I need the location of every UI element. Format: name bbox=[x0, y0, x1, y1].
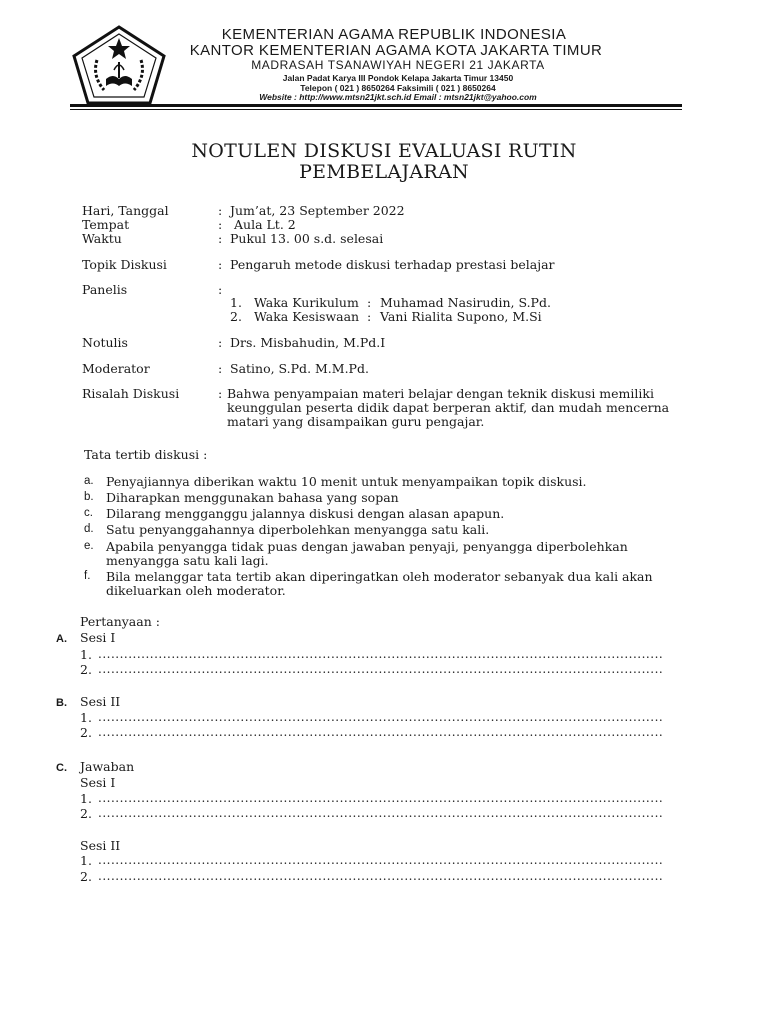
colon: : bbox=[218, 231, 223, 246]
kop-address: Jalan Padat Karya III Pondok Kelapa Jakarta Timur 13450 bbox=[282, 73, 514, 83]
rule-item-d: Satu penyanggahannya diperbolehkan menyangga satu kali. bbox=[106, 522, 490, 537]
document-title-line2: PEMBELAJARAN bbox=[299, 161, 469, 183]
value-notulis: Drs. Misbahudin, M.Pd.I bbox=[230, 335, 386, 350]
rule-marker: d. bbox=[84, 523, 94, 535]
tata-tertib-heading: Tata tertib diskusi : bbox=[84, 447, 208, 462]
label-panelis: Panelis bbox=[82, 282, 128, 297]
rule-item-a: Penyajiannya diberikan waktu 10 menit untuk menyampaikan topik diskusi. bbox=[106, 474, 587, 489]
kop-office: KANTOR KEMENTERIAN AGAMA KOTA JAKARTA TIMUR bbox=[189, 42, 603, 59]
section-marker-c: C. bbox=[56, 762, 67, 774]
kop-ministry: KEMENTERIAN AGAMA REPUBLIK INDONESIA bbox=[221, 26, 567, 43]
letterhead-rule-thin bbox=[70, 109, 682, 110]
line-number: 1. bbox=[80, 710, 92, 725]
answer-line: ................................................................................................................................... bbox=[98, 710, 664, 724]
colon: : bbox=[218, 257, 223, 272]
panelis-2-role: Waka Kesiswaan bbox=[254, 309, 360, 324]
line-number: 1. bbox=[80, 647, 92, 662]
rule-item-f-line1: Bila melanggar tata tertib akan diperingatkan oleh moderator sebanyak dua kali akan bbox=[106, 569, 653, 584]
rule-item-b: Diharapkan menggunakan bahasa yang sopan bbox=[106, 490, 399, 505]
label-hari-tanggal: Hari, Tanggal bbox=[82, 203, 169, 218]
colon: : bbox=[218, 386, 223, 401]
value-topik: Pengaruh metode diskusi terhadap prestasi belajar bbox=[230, 257, 555, 272]
colon: : bbox=[218, 203, 223, 218]
answer-line: ................................................................................................................................... bbox=[98, 806, 664, 820]
line-number: 1. bbox=[80, 791, 92, 806]
panelis-2-number: 2. bbox=[230, 309, 242, 324]
panelis-1-name: Muhamad Nasirudin, S.Pd. bbox=[380, 295, 551, 310]
jawaban-sesi-2-label: Sesi II bbox=[80, 838, 121, 853]
section-marker-a: A. bbox=[56, 633, 67, 645]
colon: : bbox=[367, 309, 372, 324]
kop-website: Website : http://www.mtsn21jkt.sch.id Email : mtsn21jkt@yahoo.com bbox=[259, 92, 537, 102]
line-number: 2. bbox=[80, 806, 92, 821]
risalah-line-2: keunggulan peserta didik dapat berperan aktif, dan mudah mencerna bbox=[227, 400, 670, 415]
rule-item-e-line1: Apabila penyangga tidak puas dengan jawaban penyaji, penyangga diperbolehkan bbox=[106, 539, 628, 554]
answer-line: ................................................................................................................................... bbox=[98, 869, 664, 883]
kop-phone: Telepon ( 021 ) 8650264 Faksimili ( 021 ) 8650264 bbox=[300, 83, 496, 93]
rule-item-c: Dilarang mengganggu jalannya diskusi dengan alasan apapun. bbox=[106, 506, 505, 521]
rule-item-e-line2: menyangga satu kali lagi. bbox=[106, 553, 269, 568]
risalah-line-1: Bahwa penyampaian materi belajar dengan teknik diskusi memiliki bbox=[227, 386, 654, 401]
kop-school: MADRASAH TSANAWIYAH NEGERI 21 JAKARTA bbox=[251, 58, 545, 72]
jawaban-sesi-1-label: Sesi I bbox=[80, 775, 116, 790]
rule-marker: a. bbox=[84, 475, 94, 487]
label-moderator: Moderator bbox=[82, 361, 150, 376]
label-topik: Topik Diskusi bbox=[82, 257, 167, 272]
rule-marker: f. bbox=[84, 570, 91, 582]
panelis-1-number: 1. bbox=[230, 295, 242, 310]
line-number: 2. bbox=[80, 725, 92, 740]
rule-marker: b. bbox=[84, 491, 94, 503]
line-number: 2. bbox=[80, 662, 92, 677]
label-tempat: Tempat bbox=[82, 217, 130, 232]
rule-item-f-line2: dikeluarkan oleh moderator. bbox=[106, 583, 286, 598]
answer-line: ................................................................................................................................... bbox=[98, 662, 664, 676]
panelis-1-role: Waka Kurikulum bbox=[254, 295, 359, 310]
colon: : bbox=[367, 295, 372, 310]
line-number: 1. bbox=[80, 853, 92, 868]
colon: : bbox=[218, 282, 223, 297]
answer-line: ................................................................................................................................... bbox=[98, 791, 664, 805]
jawaban-label: Jawaban bbox=[80, 759, 135, 774]
value-waktu: Pukul 13. 00 s.d. selesai bbox=[230, 231, 384, 246]
label-notulis: Notulis bbox=[82, 335, 128, 350]
sesi-1-label: Sesi I bbox=[80, 630, 116, 645]
answer-line: ................................................................................................................................... bbox=[98, 647, 664, 661]
answer-line: ................................................................................................................................... bbox=[98, 725, 664, 739]
colon: : bbox=[218, 335, 223, 350]
label-waktu: Waktu bbox=[82, 231, 122, 246]
line-number: 2. bbox=[80, 869, 92, 884]
colon: : bbox=[218, 217, 223, 232]
rule-marker: e. bbox=[84, 540, 94, 552]
colon: : bbox=[218, 361, 223, 376]
panelis-2-name: Vani Rialita Supono, M.Si bbox=[380, 309, 542, 324]
value-hari-tanggal: Jum’at, 23 September 2022 bbox=[230, 203, 405, 218]
sesi-2-label: Sesi II bbox=[80, 694, 121, 709]
document-title-line1: NOTULEN DISKUSI EVALUASI RUTIN bbox=[191, 140, 577, 162]
value-tempat: Aula Lt. 2 bbox=[234, 217, 296, 232]
risalah-line-3: matari yang disampaikan guru pengajar. bbox=[227, 414, 485, 429]
pertanyaan-heading: Pertanyaan : bbox=[80, 614, 160, 629]
rule-marker: c. bbox=[84, 507, 93, 519]
label-risalah: Risalah Diskusi bbox=[82, 386, 180, 401]
letterhead-rule-thick bbox=[70, 104, 682, 107]
answer-line: ................................................................................................................................... bbox=[98, 853, 664, 867]
section-marker-b: B. bbox=[56, 697, 67, 709]
value-moderator: Satino, S.Pd. M.M.Pd. bbox=[230, 361, 369, 376]
